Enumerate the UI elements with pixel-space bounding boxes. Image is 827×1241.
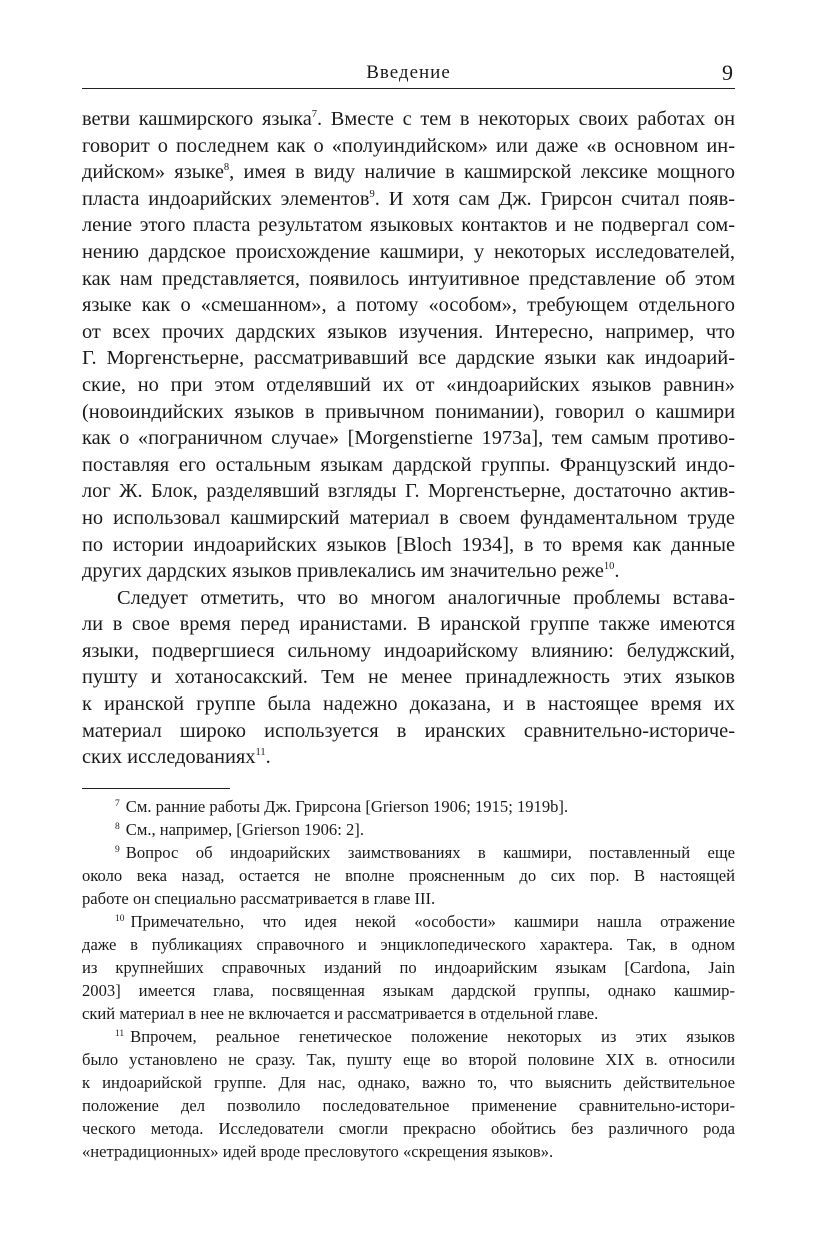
line-text: по истории индоарийских языков [Bloch 1934], в то время как данные [82, 533, 735, 556]
footnote [82, 841, 735, 910]
footnote-text: Примечательно, что идея некой «особости» кашмири нашла отражение [130, 912, 735, 931]
footnote-separator [82, 788, 230, 789]
text-line [82, 399, 735, 426]
text-line [82, 664, 735, 691]
footnote-number: 9 [115, 845, 120, 855]
text-line [82, 212, 735, 239]
footnote [82, 818, 735, 841]
line-text: как нам представляется, появилось интуитивное представление об этом [82, 267, 735, 290]
footnote-reference[interactable]: 8 [223, 162, 230, 174]
text-line [82, 585, 735, 612]
text-line [82, 611, 735, 638]
page-header [82, 60, 735, 89]
text-line [82, 345, 735, 372]
line-text: других дардских языков привлекались им значительно реже [82, 560, 604, 583]
line-text: (новоиндийских языков в привычном понимании), говорил о кашмири [82, 400, 735, 423]
line-text: ветви кашмирского языка [82, 108, 312, 130]
footnote-text: ческого метода. Исследователи смогли прекрасно обойтись без различного рода [82, 1119, 735, 1138]
footnote-line [82, 1140, 735, 1163]
text-line [82, 744, 735, 771]
text-line [82, 266, 735, 293]
line-text: ских исследованиях [82, 746, 256, 769]
footnote-text: ский материал в нее не включается и рассматривается в отдельной главе. [82, 1004, 599, 1023]
footnote [82, 1025, 735, 1163]
line-text: к иранской группе была надежно доказана, и в настоящее время их [82, 693, 735, 716]
line-text-after: . Вместе с тем в некоторых своих работах он [317, 108, 735, 130]
footnote-text: См., например, [Grierson 1906: 2]. [125, 820, 364, 839]
footnote-line [82, 1002, 735, 1025]
text-line [82, 532, 735, 559]
text-line [82, 319, 735, 346]
footnote-reference[interactable]: 10 [603, 561, 615, 573]
line-text-after: . И хотя сам Дж. Грирсон считал появ- [374, 187, 735, 210]
footnote-line [82, 841, 735, 864]
footnote-number: 7 [115, 799, 120, 809]
line-text: поставляя его остальным языкам дардской группы. Французский индо- [82, 453, 735, 476]
footnote-text: 2003] имеется глава, посвященная языкам дардской группы, однако кашмир- [82, 981, 735, 1000]
line-text-after: , имея в виду наличие в кашмирской лексике мощного [229, 161, 735, 184]
line-text-after: . [614, 560, 620, 583]
footnote-line [82, 910, 735, 933]
footnote-line [82, 795, 735, 818]
line-text: материал широко используется в иранских сравнительно-историче- [82, 719, 735, 742]
line-text-after: . [265, 746, 271, 769]
text-line [82, 159, 735, 186]
footnote-reference[interactable]: 11 [255, 747, 266, 759]
footnote-text: было установлено не сразу. Так, пушту еще во второй половине XIX в. относили [82, 1050, 735, 1069]
footnote-number: 11 [115, 1029, 125, 1039]
text-line [82, 425, 735, 452]
footnote-line [82, 1117, 735, 1140]
line-text: пласта индоарийских элементов [82, 187, 370, 210]
line-text: ли в свое время перед иранистами. В иранской группе также имеются [82, 613, 735, 636]
footnote-reference[interactable]: 7 [311, 109, 317, 120]
line-text: Следует отметить, что во многом аналогичные проблемы вставa- [117, 586, 735, 609]
footnote-line [82, 1025, 735, 1048]
footnote-number: 8 [115, 822, 120, 832]
text-line [82, 718, 735, 745]
text-line [82, 106, 735, 133]
line-text: языки, подвергшиеся сильному индоарийскому влиянию: белуджский, [82, 639, 735, 662]
footnote-line [82, 864, 735, 887]
page-number: 9 [722, 60, 733, 85]
line-text: Г. Моргенстьерне, рассматривавший все дардские языки как индоарий- [82, 347, 735, 370]
footnote-text: Впрочем, реальное генетическое положение некоторых из этих языков [130, 1027, 735, 1046]
footnote-line [82, 933, 735, 956]
footnote-number: 10 [115, 914, 125, 924]
main-text [82, 106, 735, 771]
line-text: от всех прочих дардских языков изучения. Интересно, например, что [82, 320, 735, 343]
line-text: нению дардское происхождение кашмири, у некоторых исследователей, [82, 240, 735, 263]
footnote-text: даже в публикациях справочного и энциклопедического характера. Так, в одном [82, 935, 735, 954]
text-line [82, 452, 735, 479]
footnote [82, 910, 735, 1025]
text-line [82, 133, 735, 160]
footnote-text: положение дел позволило последовательное применение сравнительно-истори- [82, 1096, 735, 1115]
text-line [82, 372, 735, 399]
footnote-line [82, 818, 735, 841]
footnote-text: из крупнейших справочных изданий по индоарийским языкам [Cardona, Jain [82, 958, 735, 977]
footnote-line [82, 979, 735, 1002]
line-text: дийском» языке [82, 161, 224, 184]
line-text: пушту и хотаносакский. Тем не менее принадлежность этих языков [82, 666, 735, 689]
footnote-text: «нетрадиционных» идей вроде пресловутого «скрещения языков». [82, 1142, 554, 1161]
footnote-text: около века назад, остается не вполне проясненным до сих пор. В настоящей [82, 866, 735, 885]
footnote-line [82, 956, 735, 979]
paragraph [82, 585, 735, 771]
text-line [82, 239, 735, 266]
text-line [82, 186, 735, 213]
text-line [82, 505, 735, 532]
footnote-line [82, 1071, 735, 1094]
text-line [82, 558, 735, 585]
line-text: говорит о последнем как о «полуиндийском» или даже «в основном ин- [82, 134, 735, 157]
line-text: но использовал кашмирский материал в своем фундаментальном труде [82, 506, 735, 529]
paragraph [82, 106, 735, 585]
line-text: как о «пограничном случае» [Morgenstierne 1973a], тем самым противо- [82, 427, 735, 450]
text-line [82, 292, 735, 319]
footnote-text: к индоарийской группе. Для нас, однако, важно то, что выяснить действительное [82, 1073, 735, 1092]
footnote-line [82, 887, 735, 910]
line-text: лог Ж. Блок, разделявший взгляды Г. Моргенстьерне, достаточно актив- [82, 480, 735, 503]
footnotes [82, 795, 735, 1163]
line-text: ские, но при этом отделявший их от «индоарийских языков равнин» [82, 373, 735, 396]
line-text: ление этого пласта результатом языковых контактов и не подвергал сом- [82, 214, 735, 237]
footnote-reference[interactable]: 9 [369, 188, 375, 200]
footnote-line [82, 1094, 735, 1117]
footnote-text: См. ранние работы Дж. Грирсона [Grierson 1906; 1915; 1919b]. [125, 797, 569, 816]
text-line [82, 478, 735, 505]
text-line [82, 638, 735, 665]
footnote-text: Вопрос об индоарийских заимствованиях в кашмири, поставленный еще [125, 843, 735, 862]
text-line [82, 691, 735, 718]
footnote-line [82, 1048, 735, 1071]
running-title: Введение [366, 62, 451, 83]
footnote [82, 795, 735, 818]
footnote-text: работе он специально рассматривается в главе III. [82, 889, 436, 908]
line-text: языке как о «смешанном», а потому «особом», требующем отдельного [82, 294, 735, 317]
